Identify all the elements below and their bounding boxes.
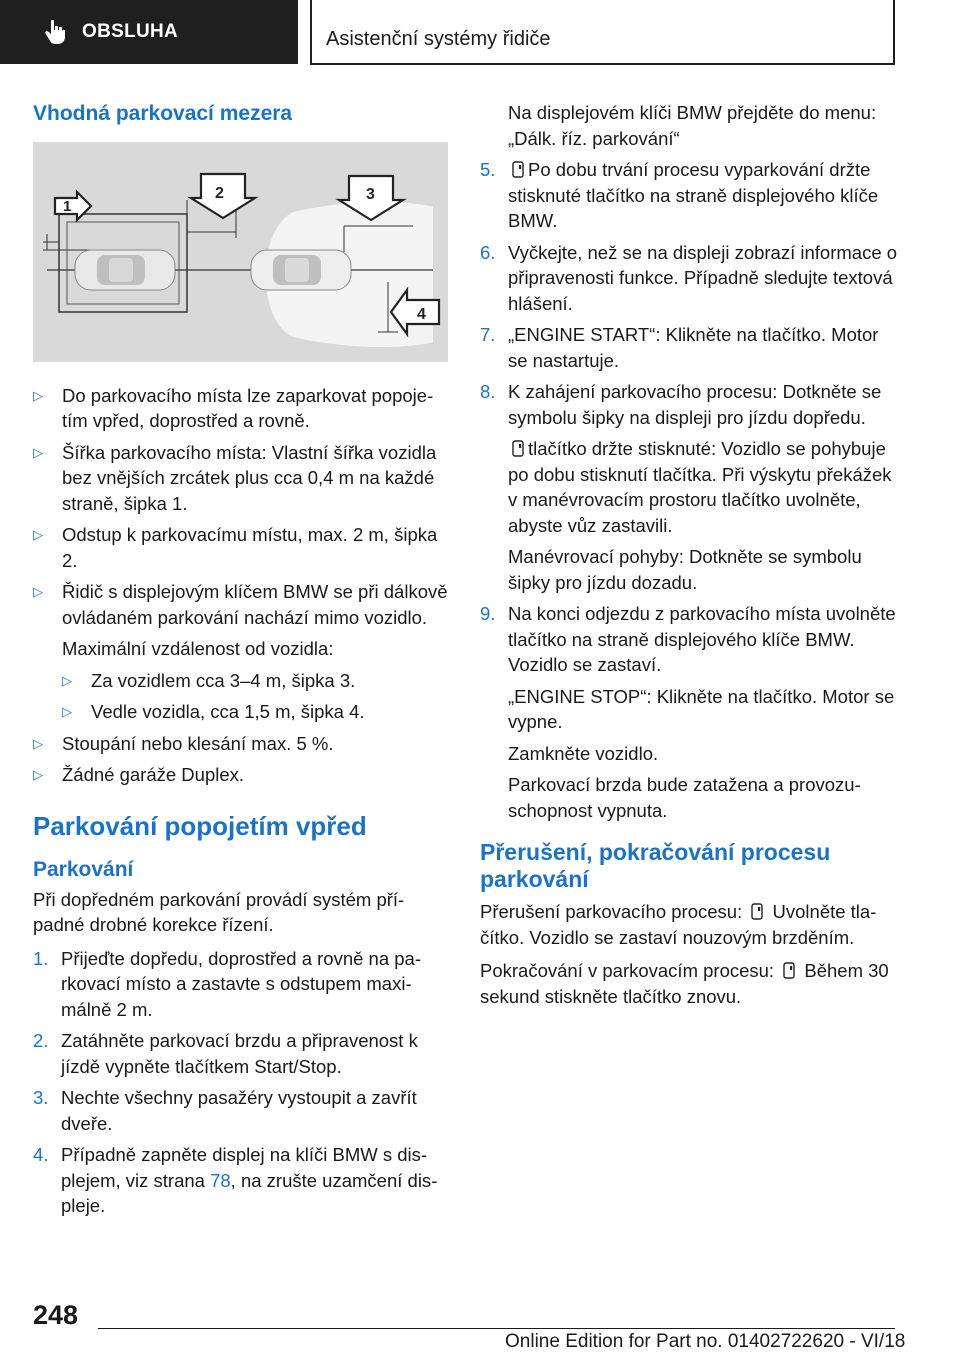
list-item: ▷ Odstup k parkovacímu místu, max. 2 m, šipka 2. [33,522,448,573]
header-underline [310,63,895,65]
heading-interrupt: Přerušení, pokračování procesu parkování [480,839,831,892]
step-item: 8. K zahájení parkovacího procesu: Dotkněte se symbolu šipky na displeji pro jízdu dopředu. [480,381,882,428]
triangle-bullet-icon: ▷ [62,704,72,719]
car-driving [251,250,351,290]
svg-text:2: 2 [215,185,224,202]
page-reference-link[interactable]: 78 [210,1169,231,1191]
list-item: ▷ Žádné garáže Duplex. [33,762,448,788]
step-detail: Parkovací brzda bude zatažena a provozuschopnost vypnuta. [508,774,861,821]
parking-space-diagram [33,142,448,362]
step-detail: tlačítko držte stisknuté: Vozidlo se pohybuje po dobu stisknutí tlačítka. Při výskytu překážek v manévrovacím prostoru tlačítko uvolněte, abyste vůz zastavili. [508,438,892,536]
list-item: ▷ Za vozidlem cca 3–4 m, šipka 3. [62,668,448,694]
header-divider [893,0,895,64]
header-divider [310,0,312,64]
interrupt-text: Přerušení parkovacího procesu: Uvolněte tlačítko. Vozidlo se zastaví nouzovým brzděním. [480,901,877,948]
step-item: 9. Na konci odjezdu z parkovacího místa uvolněte tlačítko na straně displejového klíče BMW. Vozidlo se zastaví. [480,603,896,675]
triangle-bullet-icon: ▷ [33,444,43,460]
car-parked [75,250,175,290]
continue-text: Pokračování v parkovacím procesu: Během 30 sekund stiskněte tlačítko znovu. [480,960,889,1007]
step-item: 5. Po dobu trvání procesu vyparkování držte stisknuté tlačítko na straně displejového klíče BMW. [480,159,879,231]
page-number: 248 [33,1300,79,1330]
triangle-bullet-icon: ▷ [33,767,43,782]
step-detail: Manévrovací pohyby: Dotkněte se symbolu šipky pro jízdu dozadu. [508,546,862,593]
key-button-icon [512,161,524,178]
heading-parking-space: Vhodná parkovací mezera [33,102,293,125]
heading-parking: Parkování [33,857,134,881]
svg-text:3: 3 [366,186,375,203]
right-column [480,100,900,1017]
edition-note: Online Edition for Part no. 01402722620 - VI/18 [505,1331,906,1352]
list-item: ▷ Šířka parkovacího místa: Vlastní šířka vozidla bez vnějších zrcátek plus cca 0,4 m na každé straně, šipka 1. [33,440,448,517]
step-detail: „ENGINE STOP“: Klikněte na tlačítko. Motor se vypne. [508,685,895,732]
triangle-bullet-icon: ▷ [33,584,43,599]
hand-icon [44,19,66,45]
step-item: 1. Přijeďte dopředu, doprostřed a rovně na parkovací místo a zastavte s odstupem maximálně 2 m. [33,947,422,1020]
step-item: 3. Nechte všechny pasažéry vystoupit a zavřít dveře. [33,1087,417,1134]
svg-text:1: 1 [63,198,72,215]
key-button-icon [751,903,763,920]
step-detail: Zamkněte vozidlo. [508,742,659,764]
step-item: 6. Vyčkejte, než se na displeji zobrazí informace o připravenosti funkce. Případně sledujte textová hlášení. [480,241,898,314]
triangle-bullet-icon: ▷ [33,735,43,751]
list-item: ▷ Stoupání nebo klesání max. 5 %. [33,731,448,757]
section-title: Asistenční systémy řidiče [326,28,551,50]
list-item: ▷ Řidič s displejovým klíčem BMW se při dálkově ovládaném parkování nachází mimo vozidlo. [33,579,448,630]
triangle-bullet-icon: ▷ [33,527,43,542]
left-column [33,100,448,1225]
list-item: ▷ Vedle vozidla, cca 1,5 m, šipka 4. [62,699,448,725]
triangle-bullet-icon: ▷ [33,387,43,403]
key-button-icon [783,962,795,979]
step-item: 4. Případně zapněte displej na klíči BMW s displejem, viz strana 78, na zrušte uzamčení displeje. [33,1144,438,1216]
chapter-label: OBSLUHA [82,21,179,42]
list-item: ▷ Do parkovacího místa lze zaparkovat popojetím vpřed, doprostřed a rovně. [33,383,448,434]
max-distance-intro: Maximální vzdálenost od vozidla: [62,638,334,659]
step-item: 2. Zatáhněte parkovací brzdu a připravenost k jízdě vypněte tlačítkem Start/Stop. [33,1030,418,1077]
heading-forward-parking: Parkování popojetím vpřed [33,810,367,841]
svg-text:4: 4 [417,306,426,323]
key-button-icon [512,440,524,457]
intro-text: Při dopředném parkování provádí systém případné drobné korekce řízení. [33,888,405,935]
footer-rule [98,1328,895,1329]
triangle-bullet-icon: ▷ [62,672,72,688]
step-continuation: Na displejovém klíči BMW přejděte do menu: „Dálk. říz. parkování“ [508,102,877,149]
chapter-tab [0,0,298,64]
step-item: 7. „ENGINE START“: Klikněte na tlačítko. Motor se nastartuje. [480,324,879,371]
